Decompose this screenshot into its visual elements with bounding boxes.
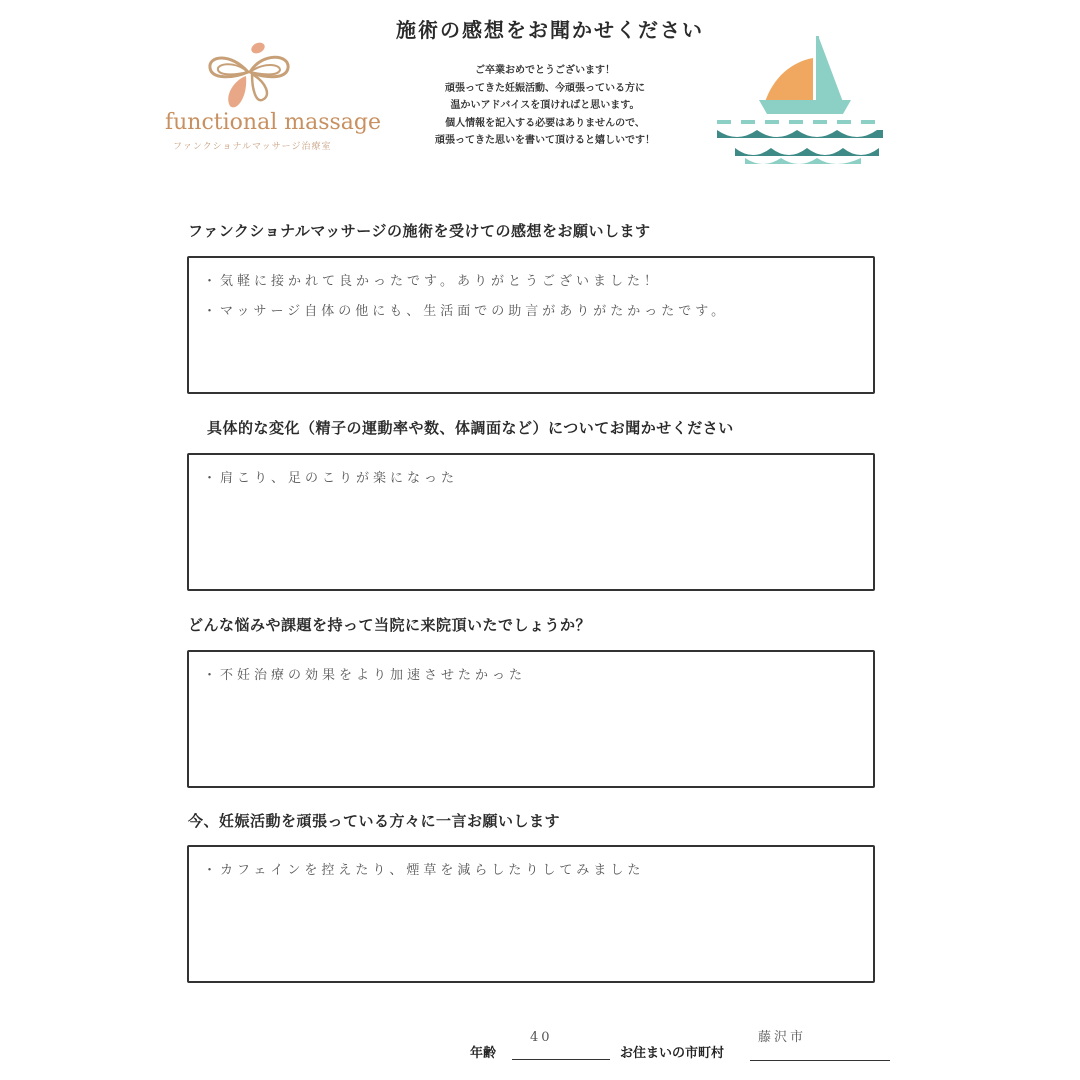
logo-subtext: ファンクショナルマッサージ治療室 — [173, 142, 332, 152]
answer-text: ・肩こり、足のこりが楽になった — [203, 471, 459, 486]
answer-text: ・マッサージ自体の他にも、生活面での助言がありがたかったです。 — [203, 304, 729, 319]
logo-text: functional massage — [165, 110, 382, 135]
city-label: お住まいの市町村 — [620, 1046, 725, 1061]
intro-line: ご卒業おめでとうございます！ — [475, 65, 615, 76]
intro-message — [395, 62, 695, 150]
intro-line: 温かいアドバイスを頂ければと思います。 — [450, 100, 640, 111]
intro-line: 頑張ってきた妊娠活動、今頑張っている方に — [445, 82, 645, 94]
age-field-line[interactable] — [512, 1059, 610, 1060]
question-2-label: 具体的な変化（精子の運動率や数、体調面など）についてお聞かせください — [207, 419, 734, 437]
page-title: 施術の感想をお聞かせください — [396, 18, 704, 42]
question-4-label: 今、妊娠活動を頑張っている方々に一言お願いします — [188, 812, 561, 830]
age-label: 年齢 — [470, 1046, 497, 1061]
answer-box-3[interactable] — [187, 650, 875, 788]
answer-text: ・気軽に接かれて良かったです。ありがとうございました！ — [203, 274, 661, 289]
answer-box-1[interactable] — [187, 256, 875, 394]
intro-line: 頑張ってきた思いを書いて頂けると嬉しいです！ — [435, 135, 655, 146]
intro-line: 個人情報を記入する必要はありませんので、 — [445, 117, 645, 129]
answer-box-2[interactable] — [187, 453, 875, 591]
answer-text: ・不妊治療の効果をより加速させたかった — [203, 668, 527, 683]
city-field-line[interactable] — [750, 1060, 890, 1061]
butterfly-logo-icon — [200, 38, 300, 113]
sailboat-icon — [715, 30, 895, 170]
question-1-label: ファンクショナルマッサージの施術を受けての感想をお願いします — [188, 222, 651, 240]
question-3-label: どんな悩みや課題を持って当院に来院頂いたでしょうか？ — [188, 616, 592, 634]
sailboat-illustration — [715, 30, 895, 174]
answer-text: ・カフェインを控えたり、煙草を減らしたりしてみました — [203, 863, 645, 878]
answer-box-4[interactable] — [187, 845, 875, 983]
city-value: 藤沢市 — [758, 1030, 807, 1045]
brand-logo — [160, 38, 382, 158]
age-value: 40 — [530, 1030, 553, 1045]
